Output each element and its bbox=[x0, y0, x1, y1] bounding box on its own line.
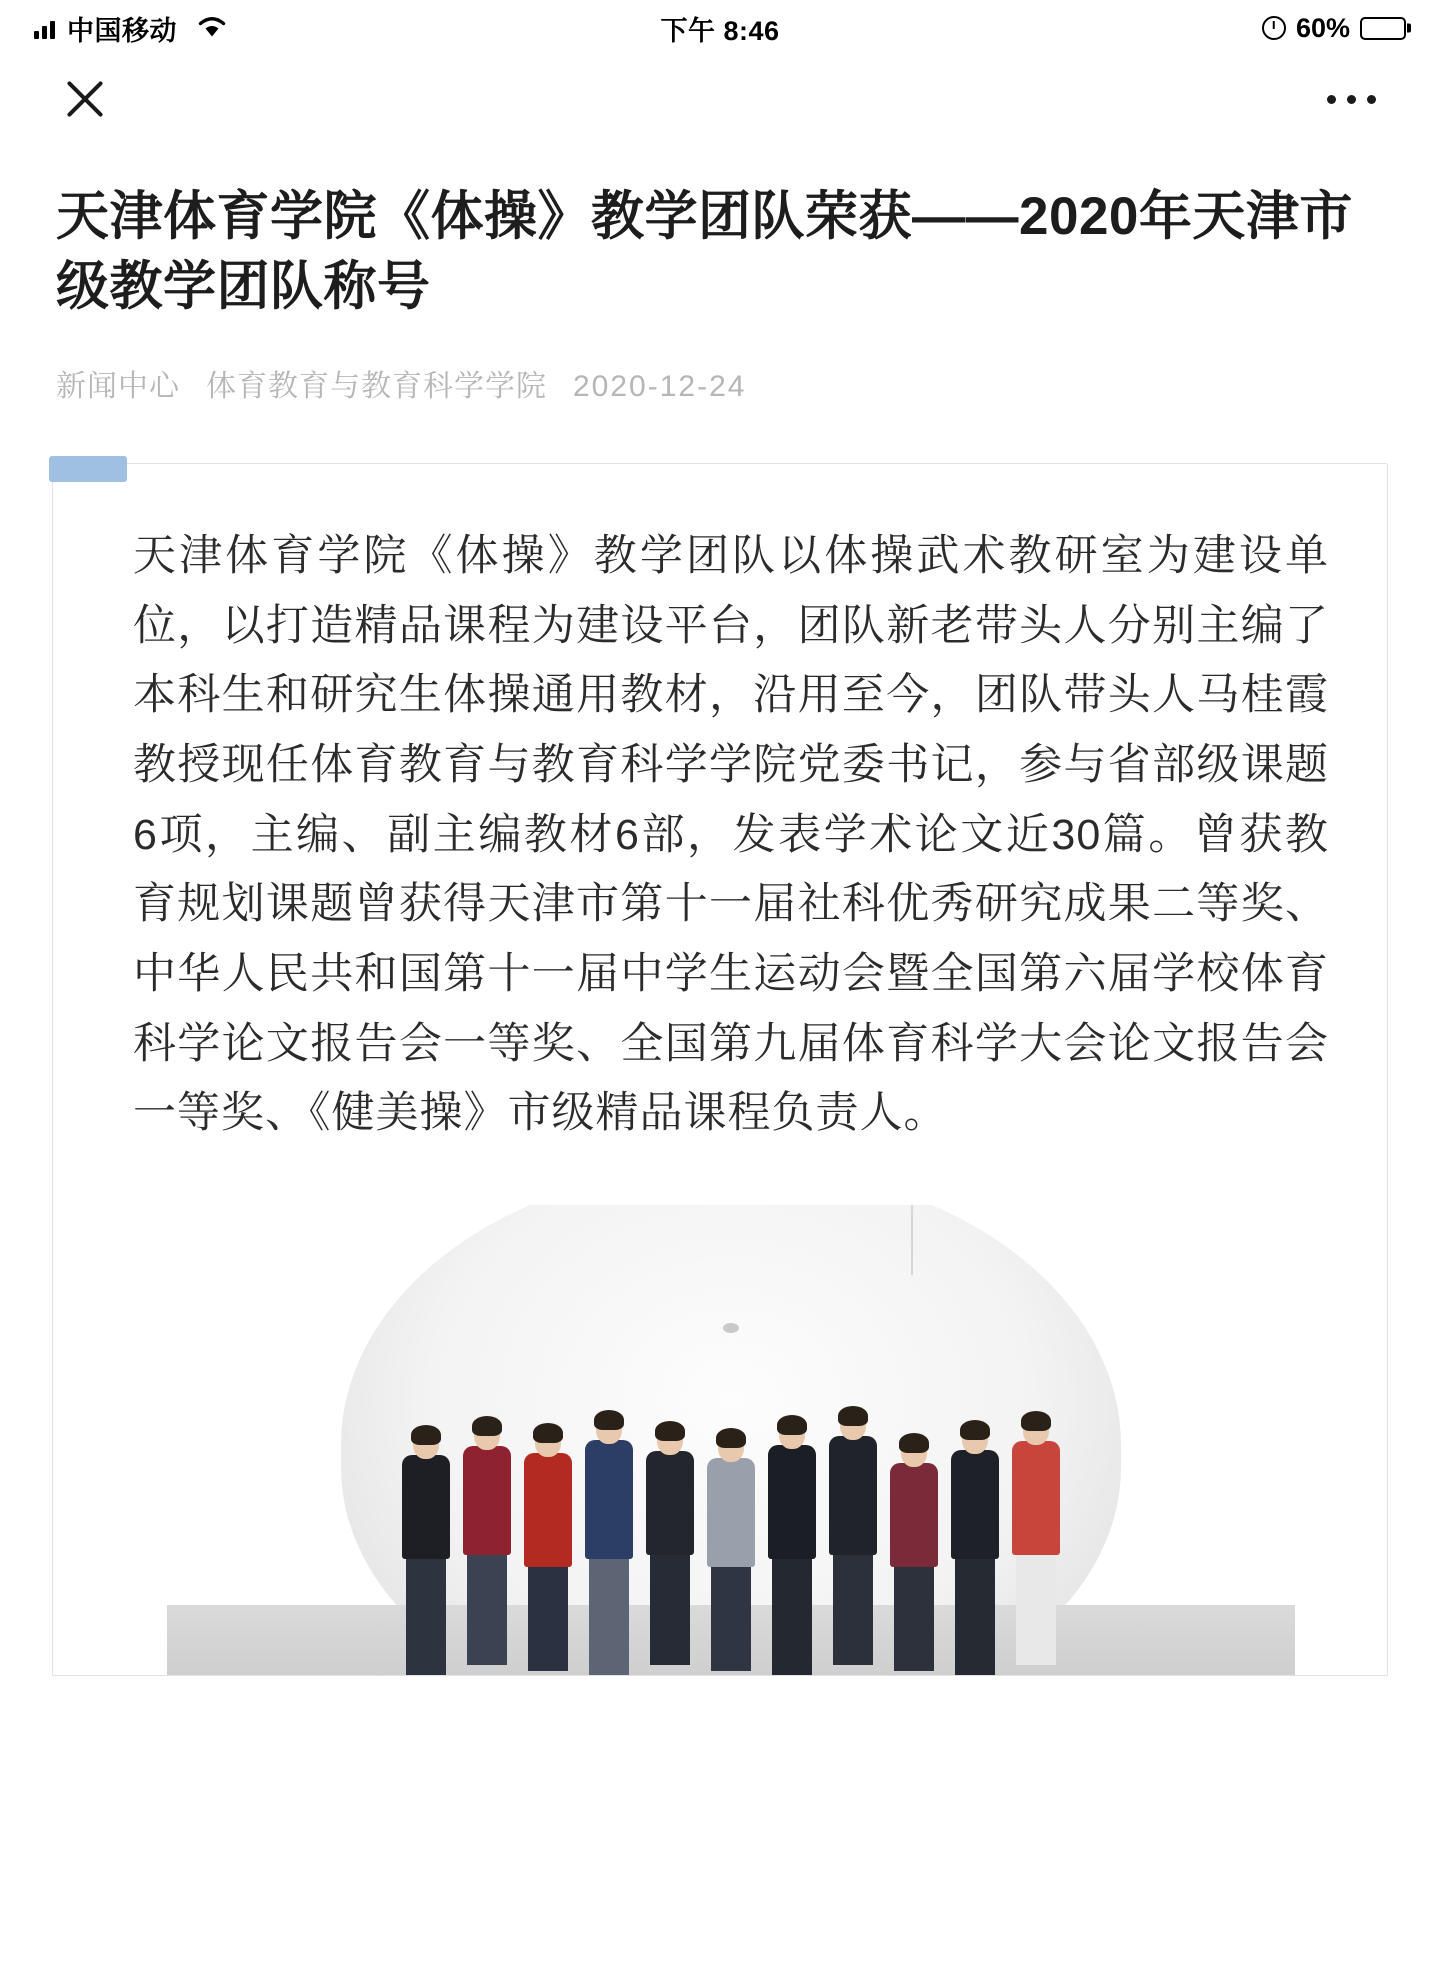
photo-person bbox=[702, 1432, 760, 1671]
photo-person-torso bbox=[707, 1458, 755, 1567]
photo-person-hair bbox=[716, 1428, 746, 1448]
battery-icon bbox=[1360, 17, 1406, 40]
photo-person-torso bbox=[585, 1440, 633, 1559]
photo-person-hair bbox=[472, 1416, 502, 1436]
photo-person-legs bbox=[467, 1555, 507, 1665]
photo-person-hair bbox=[899, 1433, 929, 1453]
card-corner-tab bbox=[49, 456, 127, 482]
photo-person-torso bbox=[402, 1455, 450, 1559]
photo-ceiling-line bbox=[911, 1205, 913, 1275]
photo-person-torso bbox=[768, 1445, 816, 1559]
carrier-label: 中国移动 bbox=[67, 15, 177, 46]
photo-person bbox=[763, 1419, 821, 1675]
photo-person-torso bbox=[463, 1446, 511, 1555]
photo-person-hair bbox=[777, 1415, 807, 1435]
photo-person-legs bbox=[1016, 1555, 1056, 1665]
photo-person bbox=[519, 1427, 577, 1671]
photo-person-legs bbox=[589, 1559, 629, 1675]
article-department: 体育教育与教育科学学院 bbox=[206, 369, 547, 403]
photo-ceiling-dot bbox=[723, 1323, 739, 1333]
photo-person-legs bbox=[528, 1567, 568, 1671]
status-time: 下午 8:46 bbox=[660, 15, 780, 46]
photo-person-legs bbox=[955, 1559, 995, 1675]
photo-person-hair bbox=[411, 1425, 441, 1445]
photo-person-torso bbox=[646, 1451, 694, 1555]
photo-person-head bbox=[535, 1427, 561, 1457]
article-body-text: 天津体育学院《体操》教学团队以体操武术教研室为建设单位，以打造精品课程为建设平台，团队新老带头人分别主编了本科生和研究生体操通用教材，沿用至今，团队带头人马桂霞教授现任体育教育与教育科学学院党委书记，参与省部级课题6项，主编、副主编教材6部，发表学术论文近30篇。曾获教育规划课题曾获得天津市第十一届社科优秀研究成果二等奖、中华人民共和国第十一届中学生运动会暨全国第六届学校体育科学论文报告会一等奖、全国第九届体育科学大会论文报告会一等奖、《健美操》市级精品课程负责人。 bbox=[133, 531, 1329, 1138]
wifi-icon bbox=[195, 12, 229, 45]
photo-person bbox=[580, 1414, 638, 1675]
article-source: 新闻中心 bbox=[56, 369, 180, 403]
article-content-card bbox=[52, 463, 1388, 1676]
photo-person-head bbox=[840, 1410, 866, 1440]
photo-person-legs bbox=[894, 1567, 934, 1671]
article-meta bbox=[56, 361, 1384, 405]
photo-person-legs bbox=[833, 1555, 873, 1665]
signal-bars-icon bbox=[34, 17, 55, 39]
status-bar-right bbox=[780, 13, 1406, 44]
article-photo-wrap bbox=[133, 1205, 1329, 1675]
photo-person-hair bbox=[594, 1410, 624, 1430]
article-header bbox=[0, 142, 1440, 405]
status-bar-left bbox=[34, 9, 660, 48]
photo-person bbox=[1007, 1415, 1065, 1665]
nav-bar bbox=[0, 56, 1440, 142]
photo-person-torso bbox=[1012, 1441, 1060, 1555]
photo-person-head bbox=[779, 1419, 805, 1449]
photo-person bbox=[946, 1424, 1004, 1675]
photo-person-head bbox=[962, 1424, 988, 1454]
photo-person-torso bbox=[890, 1463, 938, 1567]
status-bar bbox=[0, 0, 1440, 56]
photo-person-legs bbox=[711, 1567, 751, 1671]
photo-person-head bbox=[718, 1432, 744, 1462]
photo-person-head bbox=[596, 1414, 622, 1444]
photo-person-torso bbox=[829, 1436, 877, 1555]
close-icon[interactable] bbox=[62, 76, 108, 122]
photo-person bbox=[641, 1425, 699, 1665]
article-date: 2020-12-24 bbox=[573, 369, 747, 403]
rotation-lock-icon bbox=[1262, 16, 1286, 40]
photo-person-head bbox=[1023, 1415, 1049, 1445]
photo-person-hair bbox=[1021, 1411, 1051, 1431]
photo-person-head bbox=[474, 1420, 500, 1450]
battery-percent-label: 60% bbox=[1295, 12, 1351, 43]
photo-person-hair bbox=[960, 1420, 990, 1440]
photo-person-legs bbox=[772, 1559, 812, 1675]
photo-person-head bbox=[657, 1425, 683, 1455]
photo-person-hair bbox=[533, 1423, 563, 1443]
photo-person-head bbox=[901, 1437, 927, 1467]
photo-person-torso bbox=[524, 1453, 572, 1567]
photo-person bbox=[824, 1410, 882, 1665]
photo-person-legs bbox=[650, 1555, 690, 1665]
article-body bbox=[53, 464, 1387, 1675]
team-group-photo bbox=[167, 1205, 1295, 1675]
photo-person-hair bbox=[655, 1421, 685, 1441]
page-title: 天津体育学院《体操》教学团队荣获——2020年天津市级教学团队称号 bbox=[56, 187, 1353, 317]
photo-person-head bbox=[413, 1429, 439, 1459]
photo-people-group bbox=[397, 1375, 1065, 1675]
photo-person bbox=[885, 1437, 943, 1671]
photo-person-torso bbox=[951, 1450, 999, 1559]
photo-person-hair bbox=[838, 1406, 868, 1426]
photo-person-legs bbox=[406, 1559, 446, 1675]
photo-person bbox=[458, 1420, 516, 1665]
photo-person bbox=[397, 1429, 455, 1675]
more-options-icon[interactable] bbox=[1327, 95, 1376, 104]
